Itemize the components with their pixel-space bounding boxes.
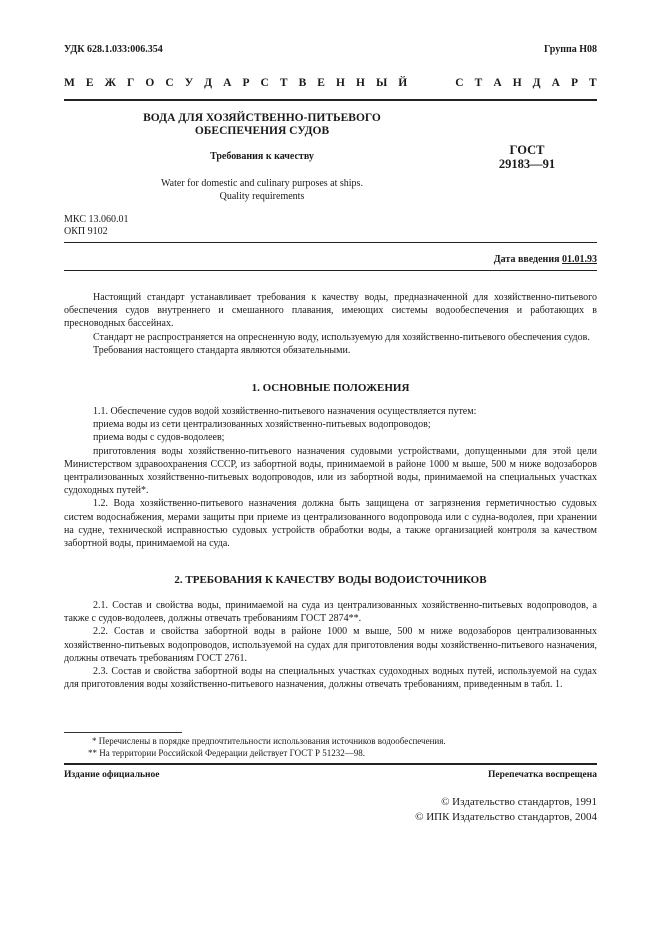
document-title <box>64 112 460 138</box>
introduction-date-label: Дата введения <box>493 254 560 265</box>
banner-letter: А <box>493 77 502 89</box>
banner-letter: М <box>64 77 75 89</box>
copyright-line: © ИПК Издательство стандартов, 2004 <box>415 811 597 823</box>
english-title-line: Quality requirements <box>219 191 305 202</box>
banner-letter: Н <box>335 77 345 89</box>
mks-code: МКС 13.060.01 <box>64 214 129 225</box>
paragraph: приготовления воды хозяйственно-питьевого назначения судовыми устройствами, допущенными для этой цели Министерством здравоохранения СССР, из забортной воды, принимаемой в районе 1000 м выше, 500 м ниже водозаборов централизованных хозяйственно-питьевых водопроводов, или из забортной воды, принимаемой на специальных участках судоходных путей*. <box>64 445 597 497</box>
banner-letter: В <box>298 77 307 89</box>
okp-code: ОКП 9102 <box>64 226 108 237</box>
standard-banner <box>64 77 597 89</box>
english-title <box>64 177 460 203</box>
banner-letter: Р <box>570 77 578 89</box>
section-heading: 1. ОСНОВНЫЕ ПОЛОЖЕНИЯ <box>251 382 410 394</box>
footnote: * Перечислены в порядке предпочтительности использования источников водообеспечения. <box>92 736 446 746</box>
section-1-text <box>64 405 597 550</box>
paragraph: 2.3. Состав и свойства забортной воды на специальных участках судоходных водных путей, используемой на судах для приготовления воды хозяйственно-питьевого назначения, должны отвечать требованиям, приведенным в табл. 1. <box>64 666 597 691</box>
paragraph: 1.2. Вода хозяйственно-питьевого назначения должна быть защищена от загрязнения герметичностью судовых систем водоснабжения, мерами защиты при приеме из централизованного водопровода или с судна-водолея, при хранении на судне, технической исправностью судовых устройств обработки воды, а также организацией контроля за качеством забортной воды, принимаемой на суда. <box>64 498 597 550</box>
banner-letter: Ж <box>104 77 116 89</box>
footnote: ** На территории Российской Федерации действует ГОСТ Р 51232—98. <box>88 748 365 758</box>
introduction-date-value: 01.01.93 <box>562 254 597 265</box>
footnote-rule <box>64 732 182 733</box>
classification-codes <box>64 214 128 238</box>
banner-letter: Е <box>85 77 94 89</box>
footer-rule <box>64 763 597 765</box>
banner-letter: С <box>165 77 174 89</box>
banner-letter: Д <box>204 77 213 89</box>
banner-letter: Т <box>474 77 483 89</box>
english-title-line: Water for domestic and culinary purposes at ships. <box>161 178 363 189</box>
copyright-line: © Издательство стандартов, 1991 <box>441 796 597 808</box>
banner-letter: С <box>455 77 464 89</box>
paragraph: 2.2. Состав и свойства забортной воды в районе 1000 м выше, 500 м ниже водозаборов централизованных хозяйственно-питьевых водопроводов, используемой на судах для приготовления воды хозяйственно-питьевого назначения, должны отвечать требованиям ГОСТ 2761. <box>64 626 597 664</box>
introduction-date <box>494 254 597 265</box>
banner-letter: Ы <box>375 77 388 89</box>
title-line: ВОДА ДЛЯ ХОЗЯЙСТВЕННО-ПИТЬЕВОГО <box>143 112 381 124</box>
banner-letter: Н <box>512 77 522 89</box>
banner-letter: У <box>184 77 194 89</box>
date-divider <box>64 270 597 271</box>
group-code: Группа Н08 <box>544 44 597 55</box>
banner-letter: Г <box>127 77 135 89</box>
banner-letter: С <box>260 77 269 89</box>
banner-letter: Е <box>317 77 325 89</box>
paragraph: Настоящий стандарт устанавливает требования к качеству воды, предназначенной для хозяйственно-питьевого обеспечения судов внутреннего и смешанного плавания, имеющих системы водообеспечения и работающих в пресноводных бассейнах. <box>64 292 597 330</box>
banner-letter: О <box>145 77 155 89</box>
intro-text <box>64 291 597 357</box>
banner-letter: Н <box>355 77 365 89</box>
gost-code: 29183—91 <box>498 157 556 171</box>
banner-letter: Д <box>532 77 541 89</box>
reprint-notice: Перепечатка воспрещена <box>487 770 597 780</box>
paragraph: приема воды из сети централизованных хозяйственно-питьевых водопроводов; <box>93 419 431 431</box>
section-2-text <box>64 599 597 691</box>
paragraph: 2.1. Состав и свойства воды, принимаемой на суда из централизованных хозяйственно-питьевых водопроводов, а также с судов-водолеев, должны отвечать требованиям ГОСТ 2874**. <box>64 600 597 625</box>
paragraph: приема воды с судов-водолеев; <box>93 432 225 444</box>
paragraph: 1.1. Обеспечение судов водой хозяйственно-питьевого назначения осуществляется путем: <box>93 406 477 417</box>
banner-letter: А <box>551 77 560 89</box>
section-heading: 2. ТРЕБОВАНИЯ К КАЧЕСТВУ ВОДЫ ВОДОИСТОЧНИКОВ <box>174 574 487 586</box>
banner-letter: А <box>223 77 232 89</box>
copyright-block <box>415 795 597 825</box>
banner-rule <box>64 99 597 101</box>
banner-letter: Р <box>242 77 250 89</box>
gost-number <box>477 143 577 171</box>
paragraph: Требования настоящего стандарта являются обязательными. <box>93 344 351 356</box>
paragraph: Стандарт не распространяется на опресненную воду, используемую для хозяйственно-питьевого обеспечения судов. <box>93 331 590 343</box>
official-edition: Издание официальное <box>64 770 160 780</box>
title-line: ОБЕСПЕЧЕНИЯ СУДОВ <box>194 125 330 137</box>
document-subtitle: Требования к качеству <box>210 151 314 162</box>
banner-gap <box>418 77 444 89</box>
banner-letter: Т <box>589 77 597 89</box>
banner-letter: Й <box>398 77 408 89</box>
header-divider <box>64 242 597 243</box>
udk-code: УДК 628.1.033:006.354 <box>64 44 163 55</box>
gost-label: ГОСТ <box>509 143 545 157</box>
banner-letter: Т <box>279 77 288 89</box>
